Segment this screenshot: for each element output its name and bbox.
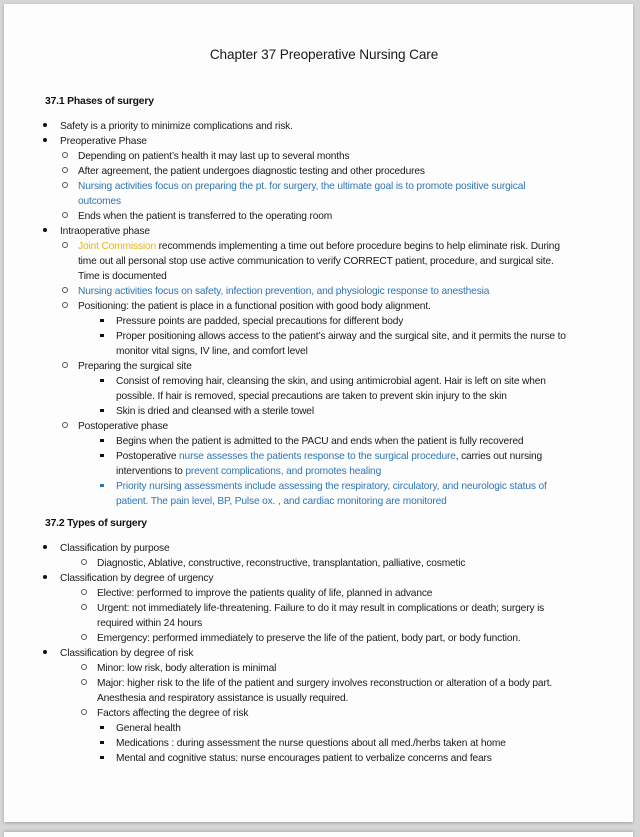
bullet-circle-icon	[62, 209, 68, 224]
bullet-square-icon	[100, 404, 104, 419]
list-item: General health	[116, 723, 181, 734]
list-item: Proper positioning allows access to the patient’s airway and the surgical site, and it permits the nurse to	[116, 331, 566, 342]
bullet-disc-icon	[43, 119, 47, 134]
bullet-circle-icon	[62, 299, 68, 314]
bullet-circle-icon	[81, 676, 87, 691]
bullet-circle-icon	[62, 149, 68, 164]
bullet-square-icon	[100, 479, 104, 494]
list-item: Classification by purpose	[60, 543, 170, 554]
list-item: Joint Commission recommends implementing a time out before procedure begins to help eliminate risk. During	[78, 241, 560, 252]
list-item: After agreement, the patient undergoes diagnostic testing and other procedures	[78, 166, 425, 177]
document-page	[4, 4, 633, 822]
document-title: Chapter 37 Preoperative Nursing Care	[209, 47, 439, 62]
bullet-square-icon	[100, 736, 104, 751]
bullet-square-icon	[100, 721, 104, 736]
list-item-continued: monitor vital signs, IV line, and comfort level	[116, 346, 308, 357]
list-item: Postoperative nurse assesses the patients response to the surgical procedure, carries out nursing	[116, 451, 543, 462]
list-item: Classification by degree of risk	[60, 648, 194, 659]
bullet-circle-icon	[62, 239, 68, 254]
list-item-continued: Time is documented	[78, 271, 167, 282]
bullet-disc-icon	[43, 571, 47, 586]
bullet-circle-icon	[81, 661, 87, 676]
list-item: Postoperative phase	[78, 421, 169, 432]
list-item: Emergency: performed immediately to preserve the life of the patient, body part, or body function.	[97, 633, 521, 644]
bullet-disc-icon	[43, 541, 47, 556]
list-item: Depending on patient’s health it may last up to several months	[78, 151, 350, 162]
bullet-circle-icon	[81, 586, 87, 601]
bullet-circle-icon	[62, 179, 68, 194]
list-item: Minor: low risk, body alteration is minimal	[97, 663, 277, 674]
list-item: Mental and cognitive status: nurse encourages patient to verbalize concerns and fears	[116, 753, 492, 764]
list-item: Begins when the patient is admitted to the PACU and ends when the patient is fully recovered	[116, 436, 524, 447]
next-page-edge	[4, 832, 633, 837]
list-item: Preoperative Phase	[60, 136, 147, 147]
list-item: Preparing the surgical site	[78, 361, 192, 372]
list-item: Positioning: the patient is place in a functional position with good body alignment.	[78, 301, 431, 312]
list-item-emphasis-continued: outcomes	[78, 196, 121, 207]
bullet-square-icon	[100, 329, 104, 344]
bullet-circle-icon	[81, 601, 87, 616]
bullet-square-icon	[100, 374, 104, 389]
bullet-square-icon	[100, 751, 104, 766]
bullet-disc-icon	[43, 646, 47, 661]
bullet-square-icon	[100, 449, 104, 464]
list-item-continued: interventions to prevent complications, and promotes healing	[116, 466, 382, 477]
list-item-emphasis: Nursing activities focus on preparing the pt. for surgery, the ultimate goal is to promote positive surgical	[78, 181, 526, 192]
bullet-circle-icon	[62, 284, 68, 299]
list-item: Major: higher risk to the life of the patient and surgery involves reconstruction or alteration of a body part.	[97, 678, 553, 689]
highlight-joint-commission: Joint Commission	[78, 241, 156, 252]
list-item: Ends when the patient is transferred to the operating room	[78, 211, 333, 222]
bullet-square-icon	[100, 434, 104, 449]
bullet-square-icon	[100, 314, 104, 329]
list-item: Safety is a priority to minimize complications and risk.	[60, 121, 293, 132]
list-item: Medications : during assessment the nurse questions about all med./herbs taken at home	[116, 738, 506, 749]
bullet-circle-icon	[62, 419, 68, 434]
list-item: Pressure points are padded, special precautions for different body	[116, 316, 404, 327]
list-item-continued: Anesthesia and respiratory assistance is usually required.	[97, 693, 349, 704]
list-item: Factors affecting the degree of risk	[97, 708, 249, 719]
bullet-disc-icon	[43, 134, 47, 149]
list-item: Diagnostic, Ablative, constructive, reconstructive, transplantation, palliative, cosmetic	[97, 558, 466, 569]
list-item: Elective: performed to improve the patients quality of life, planned in advance	[97, 588, 433, 599]
list-item: Skin is dried and cleansed with a sterile towel	[116, 406, 314, 417]
list-item: Urgent: not immediately life-threatening. Failure to do it may result in complications or death; surgery is	[97, 603, 545, 614]
list-item: Classification by degree of urgency	[60, 573, 214, 584]
bullet-circle-icon	[62, 164, 68, 179]
section-heading-phases: 37.1 Phases of surgery	[45, 96, 154, 107]
list-item-emphasis: Priority nursing assessments include assessing the respiratory, circulatory, and neurologic status of	[116, 481, 547, 492]
list-item-emphasis-continued: patient. The pain level, BP, Pulse ox. , and cardiac monitoring are monitored	[116, 496, 447, 507]
bullet-circle-icon	[81, 556, 87, 571]
list-item: Consist of removing hair, cleansing the skin, and using antimicrobial agent. Hair is left on site when	[116, 376, 546, 387]
bullet-circle-icon	[81, 706, 87, 721]
bullet-circle-icon	[62, 359, 68, 374]
list-item: Intraoperative phase	[60, 226, 150, 237]
list-item-continued: time out all personal stop use active communication to verify CORRECT patient, procedure, and surgical site.	[78, 256, 554, 267]
bullet-circle-icon	[81, 631, 87, 646]
list-item-emphasis: Nursing activities focus on safety, infection prevention, and physiologic response to anesthesia	[78, 286, 490, 297]
list-item-continued: required within 24 hours	[97, 618, 203, 629]
section-heading-types: 37.2 Types of surgery	[45, 518, 147, 529]
bullet-disc-icon	[43, 224, 47, 239]
list-item-continued: possible. If hair is removed, special precautions are taken to prevent skin injury to the skin	[116, 391, 507, 402]
